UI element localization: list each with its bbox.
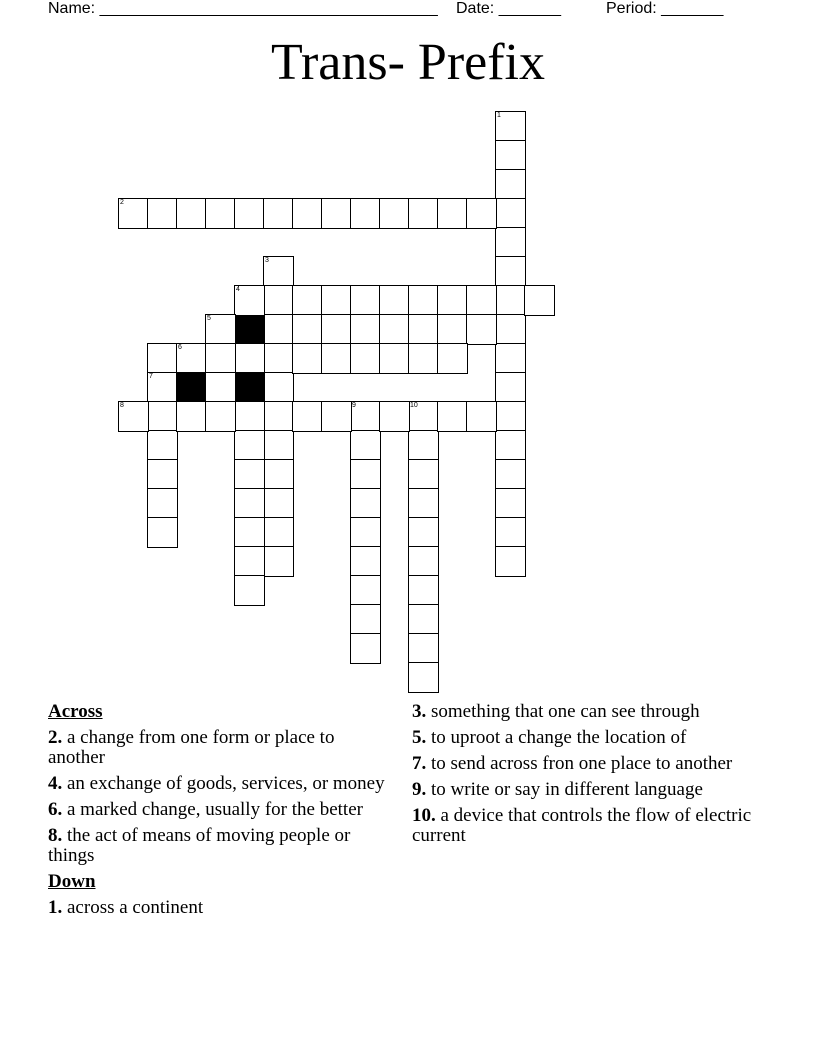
clue-number: 3. — [412, 701, 427, 722]
cell-number: 8 — [120, 402, 124, 409]
blocked-cell — [176, 372, 207, 403]
cell-number: 5 — [207, 315, 211, 322]
clue-across-6 — [48, 800, 388, 820]
grid-cell[interactable] — [234, 343, 265, 374]
cell-number: 1 — [497, 112, 501, 119]
grid-cell[interactable] — [350, 517, 381, 548]
clue-down-7 — [412, 754, 762, 774]
grid-cell[interactable] — [176, 401, 207, 432]
grid-cell[interactable] — [437, 401, 468, 432]
grid-cell[interactable] — [234, 517, 265, 548]
cell-number: 6 — [178, 344, 182, 351]
clue-number: 1. — [48, 897, 63, 918]
page-title: Trans- Prefix — [271, 34, 545, 91]
grid-cell[interactable] — [234, 285, 265, 316]
clue-across-2 — [48, 728, 388, 768]
clue-number: 6. — [48, 799, 63, 820]
grid-cell[interactable] — [234, 198, 265, 229]
clue-number: 10. — [412, 805, 436, 826]
grid-cell[interactable] — [495, 256, 526, 287]
grid-cell[interactable] — [495, 430, 526, 461]
grid-cell[interactable] — [466, 285, 497, 316]
grid-cell[interactable] — [350, 488, 381, 519]
cell-number: 4 — [236, 286, 240, 293]
grid-cell[interactable] — [379, 285, 410, 316]
clue-across-4 — [48, 774, 388, 794]
cell-number: 3 — [265, 257, 269, 264]
grid-cell[interactable] — [292, 285, 323, 316]
grid-cell[interactable] — [379, 198, 410, 229]
grid-cell[interactable] — [176, 343, 207, 374]
grid-cell[interactable] — [350, 604, 381, 635]
grid-cell[interactable] — [350, 401, 381, 432]
grid-cell[interactable] — [205, 343, 236, 374]
grid-cell[interactable] — [321, 314, 352, 345]
clue-text: to uproot a change the location of — [431, 727, 687, 748]
grid-cell[interactable] — [408, 459, 439, 490]
clue-text: the act of means of moving people or things — [48, 825, 351, 866]
grid-cell[interactable] — [147, 488, 178, 519]
grid-cell[interactable] — [350, 314, 381, 345]
clue-text: something that one can see through — [431, 701, 700, 722]
grid-cell[interactable] — [466, 198, 497, 229]
clue-down-5 — [412, 728, 762, 748]
grid-cell[interactable] — [263, 459, 294, 490]
down-heading: Down — [48, 871, 96, 892]
grid-cell[interactable] — [321, 198, 352, 229]
grid-cell[interactable] — [263, 517, 294, 548]
clue-text: to send across fron one place to another — [431, 753, 733, 774]
grid-cell[interactable] — [292, 401, 323, 432]
grid-cell[interactable] — [408, 633, 439, 664]
clue-number: 2. — [48, 727, 63, 748]
cell-number: 7 — [149, 373, 153, 380]
clue-text: an exchange of goods, services, or money — [67, 773, 385, 794]
grid-cell[interactable] — [495, 517, 526, 548]
clue-down-1 — [48, 898, 388, 918]
clue-down-9 — [412, 780, 762, 800]
grid-cell[interactable] — [292, 343, 323, 374]
grid-cell[interactable] — [437, 343, 468, 374]
grid-cell[interactable] — [495, 198, 526, 229]
grid-cell[interactable] — [408, 430, 439, 461]
grid-cell[interactable] — [205, 372, 236, 403]
grid-cell[interactable] — [350, 459, 381, 490]
grid-cell[interactable] — [437, 314, 468, 345]
grid-cell[interactable] — [350, 633, 381, 664]
grid-cell[interactable] — [234, 459, 265, 490]
grid-cell[interactable] — [234, 401, 265, 432]
clue-text: to write or say in different language — [431, 779, 703, 800]
across-heading: Across — [48, 701, 103, 722]
grid-cell[interactable] — [118, 198, 149, 229]
grid-cell[interactable] — [495, 401, 526, 432]
grid-cell[interactable] — [495, 285, 526, 316]
clue-across-8 — [48, 826, 388, 866]
grid-cell[interactable] — [147, 430, 178, 461]
grid-cell[interactable] — [263, 401, 294, 432]
grid-cell[interactable] — [263, 256, 294, 287]
grid-cell[interactable] — [408, 575, 439, 606]
grid-cell[interactable] — [495, 459, 526, 490]
grid-cell[interactable] — [234, 430, 265, 461]
grid-cell[interactable] — [466, 314, 497, 345]
grid-cell[interactable] — [263, 343, 294, 374]
grid-cell[interactable] — [437, 285, 468, 316]
grid-cell[interactable] — [321, 285, 352, 316]
grid-cell[interactable] — [350, 546, 381, 577]
grid-cell[interactable] — [408, 546, 439, 577]
grid-cell[interactable] — [147, 372, 178, 403]
clue-text: a change from one form or place to another — [48, 727, 335, 768]
clue-number: 8. — [48, 825, 63, 846]
grid-cell[interactable] — [147, 401, 178, 432]
blocked-cell — [234, 372, 265, 403]
grid-cell[interactable] — [205, 401, 236, 432]
clue-text: across a continent — [67, 897, 204, 918]
grid-cell[interactable] — [408, 314, 439, 345]
clue-text: a marked change, usually for the better — [67, 799, 363, 820]
date-field-label[interactable]: Date: _______ — [456, 0, 561, 17]
grid-cell[interactable] — [263, 314, 294, 345]
clue-number: 5. — [412, 727, 427, 748]
grid-cell[interactable] — [379, 314, 410, 345]
grid-cell[interactable] — [524, 285, 555, 316]
grid-cell[interactable] — [495, 227, 526, 258]
grid-cell[interactable] — [350, 575, 381, 606]
grid-cell[interactable] — [408, 488, 439, 519]
grid-cell[interactable] — [495, 111, 526, 142]
grid-cell[interactable] — [118, 401, 149, 432]
grid-cell[interactable] — [408, 662, 439, 693]
grid-cell[interactable] — [263, 285, 294, 316]
grid-cell[interactable] — [234, 546, 265, 577]
grid-cell[interactable] — [408, 343, 439, 374]
grid-cell[interactable] — [495, 140, 526, 171]
grid-cell[interactable] — [495, 372, 526, 403]
grid-cell[interactable] — [205, 198, 236, 229]
grid-cell[interactable] — [437, 198, 468, 229]
grid-cell[interactable] — [147, 198, 178, 229]
cell-number: 9 — [352, 402, 356, 409]
grid-cell[interactable] — [495, 488, 526, 519]
grid-cell[interactable] — [379, 401, 410, 432]
grid-cell[interactable] — [263, 546, 294, 577]
grid-cell[interactable] — [379, 343, 410, 374]
grid-cell[interactable] — [147, 517, 178, 548]
blocked-cell — [234, 314, 265, 345]
grid-cell[interactable] — [147, 343, 178, 374]
grid-cell[interactable] — [263, 430, 294, 461]
grid-cell[interactable] — [495, 546, 526, 577]
grid-cell[interactable] — [495, 314, 526, 345]
grid-cell[interactable] — [176, 198, 207, 229]
grid-cell[interactable] — [321, 343, 352, 374]
grid-cell[interactable] — [263, 488, 294, 519]
period-field-label[interactable]: Period: _______ — [606, 0, 724, 17]
grid-cell[interactable] — [408, 285, 439, 316]
grid-cell[interactable] — [495, 169, 526, 200]
clue-number: 4. — [48, 773, 63, 794]
clue-text: a device that controls the flow of electric current — [412, 805, 752, 846]
cell-number: 10 — [410, 402, 418, 409]
clues-column-right — [412, 702, 762, 852]
clue-down-3 — [412, 702, 762, 722]
grid-cell[interactable] — [350, 430, 381, 461]
grid-cell[interactable] — [234, 488, 265, 519]
clue-down-10 — [412, 806, 762, 846]
grid-cell[interactable] — [408, 401, 439, 432]
clue-number: 7. — [412, 753, 427, 774]
grid-cell[interactable] — [350, 285, 381, 316]
grid-cell[interactable] — [263, 372, 294, 403]
grid-cell[interactable] — [263, 198, 294, 229]
grid-cell[interactable] — [408, 604, 439, 635]
grid-cell[interactable] — [408, 198, 439, 229]
grid-cell[interactable] — [321, 401, 352, 432]
grid-cell[interactable] — [350, 343, 381, 374]
name-field-label[interactable]: Name: ______________________________________ — [48, 0, 438, 17]
grid-cell[interactable] — [234, 575, 265, 606]
grid-cell[interactable] — [292, 314, 323, 345]
clues-column-left — [48, 702, 388, 924]
grid-cell[interactable] — [350, 198, 381, 229]
grid-cell[interactable] — [292, 198, 323, 229]
clue-number: 9. — [412, 779, 427, 800]
grid-cell[interactable] — [466, 401, 497, 432]
grid-cell[interactable] — [408, 517, 439, 548]
cell-number: 2 — [120, 199, 124, 206]
grid-cell[interactable] — [495, 343, 526, 374]
grid-cell[interactable] — [147, 459, 178, 490]
grid-cell[interactable] — [205, 314, 236, 345]
